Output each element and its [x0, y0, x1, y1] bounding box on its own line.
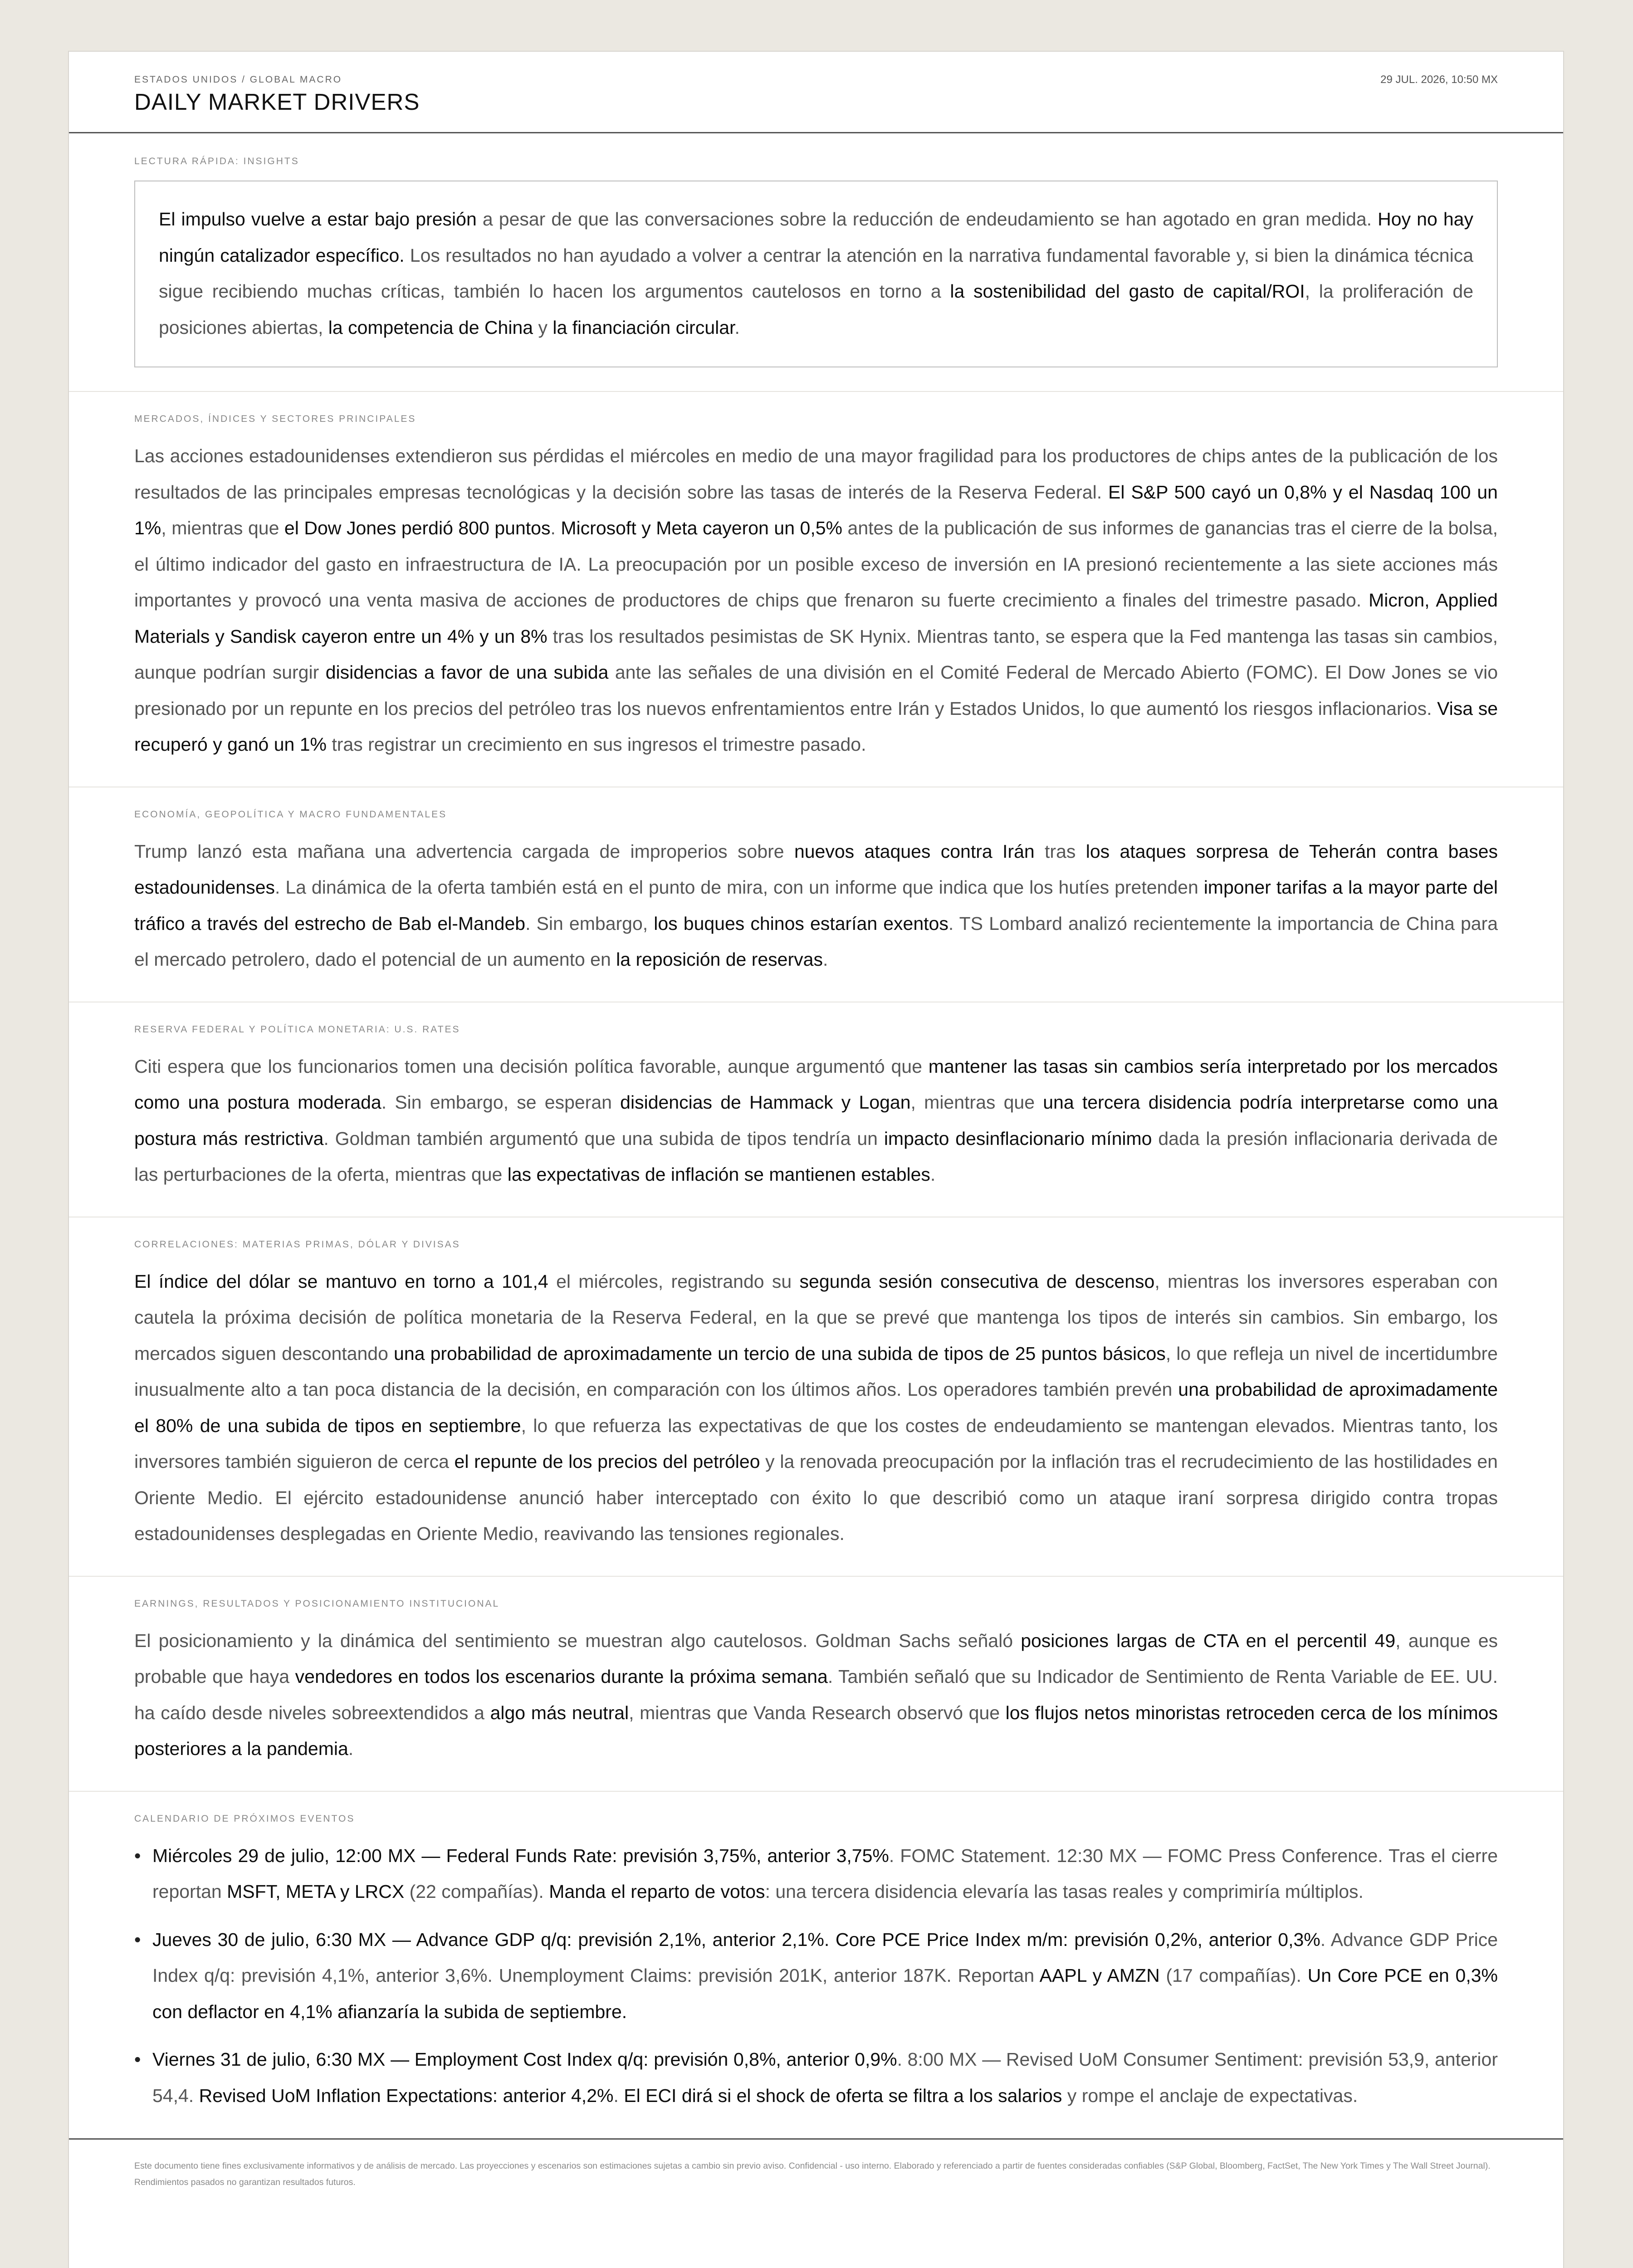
body-text: y rompe el anclaje de expectativas. — [1062, 2085, 1358, 2106]
insights-box — [134, 181, 1498, 367]
report-section — [69, 1577, 1563, 1792]
highlight-text: disidencias de Hammack y Logan — [620, 1092, 911, 1113]
report-header — [69, 52, 1563, 133]
highlight-text: MSFT, META y LRCX — [227, 1881, 405, 1902]
highlight-text: la reposición de reservas — [616, 949, 823, 970]
highlight-text: El impulso vuelve a estar bajo presión — [159, 209, 477, 230]
highlight-text: Revised UoM Inflation Expectations: anterior 4,2% — [199, 2085, 614, 2106]
highlight-text: una probabilidad de aproximadamente el 80% de una subida de tipos en septiembre — [134, 1379, 1498, 1436]
calendar-event — [134, 2042, 1498, 2114]
report-section — [69, 133, 1563, 392]
report-sections — [69, 133, 1563, 1792]
highlight-text: Jueves 30 de julio, 6:30 MX — Advance GDP q/q: previsión 2,1%, anterior 2,1%. Core PCE Price Index m/m: previsión 0,2%, anterior 0,3% — [152, 1929, 1320, 1950]
body-text: : una tercera disidencia elevaría las tasas reales y comprimiría múltiplos. — [765, 1881, 1364, 1902]
bullet-icon: • — [134, 2049, 141, 2070]
highlight-text: una probabilidad de aproximadamente un tercio de una subida de tipos de 25 puntos básicos — [394, 1343, 1166, 1364]
body-text: . — [613, 2085, 624, 2106]
body-text: . — [734, 317, 740, 338]
body-text: , mientras que — [161, 518, 284, 538]
highlight-text: Miércoles 29 de julio, 12:00 MX — Federal Funds Rate: previsión 3,75%, anterior 3,75% — [152, 1845, 889, 1866]
bullet-icon: • — [134, 1845, 141, 1866]
body-text: . — [550, 518, 561, 538]
section-label: LECTURA RÁPIDA: INSIGHTS — [134, 156, 299, 166]
report-section — [69, 787, 1563, 1002]
body-text: , mientras que — [910, 1092, 1043, 1113]
highlight-text: El S&P 500 cayó un 0,8% y el Nasdaq 100 un 1% — [134, 481, 1498, 538]
body-text: . — [822, 949, 828, 970]
body-text: , lo que refleja un nivel de incertidumbre inusualmente alto a tan poca distancia de la decisión, en comparación con los últimos años. Los operadores también prevén — [134, 1343, 1498, 1400]
highlight-text: la financiación circular — [552, 317, 735, 338]
body-text: . 8:00 MX — Revised UoM Consumer Sentiment: previsión 53,9, anterior 54,4. — [152, 2049, 1498, 2106]
highlight-text: los ataques sorpresa de Teherán contra bases estadounidenses — [134, 841, 1498, 898]
highlight-text: Manda el reparto de votos — [549, 1881, 765, 1902]
highlight-text: impacto desinflacionario mínimo — [884, 1128, 1152, 1149]
highlight-text: segunda sesión consecutiva de descenso — [799, 1271, 1155, 1292]
highlight-text: mantener las tasas sin cambios sería interpretado por los mercados como una postura moderada — [134, 1056, 1498, 1113]
highlight-text: vendedores en todos los escenarios durante la próxima semana — [295, 1666, 828, 1687]
body-text: y — [533, 317, 553, 338]
body-text: . Sin embargo, — [525, 913, 654, 934]
body-text: , mientras los inversores esperaban con cautela la próxima decisión de política monetaria de la Reserva Federal, en la que se prevé que mantenga los tipos de interés sin cambios. Sin embargo, los mercados siguen descontando — [134, 1271, 1498, 1364]
body-text: , mientras que Vanda Research observó que — [629, 1702, 1006, 1723]
highlight-text: las expectativas de inflación se mantienen estables — [507, 1164, 930, 1185]
calendar-label: CALENDARIO DE PRÓXIMOS EVENTOS — [134, 1813, 355, 1824]
body-text: antes de la publicación de sus informes de ganancias tras el cierre de la bolsa, el último indicador del gasto en infraestructura de IA. La preocupación por un posible exceso de inversión en IA presionó recientemente a las siete acciones más importantes y provocó una venta masiva de acciones de productores de chips que frenaron su fuerte crecimiento a finales del trimestre pasado. — [134, 518, 1498, 611]
calendar-event — [134, 1922, 1498, 2030]
section-label: ECONOMÍA, GEOPOLÍTICA Y MACRO FUNDAMENTALES — [134, 809, 447, 820]
highlight-text: nuevos ataques contra Irán — [794, 841, 1035, 862]
highlight-text: El ECI dirá si el shock de oferta se filtra a los salarios — [624, 2085, 1062, 2106]
body-text: dada la presión inflacionaria derivada de las perturbaciones de la oferta, mientras que — [134, 1128, 1498, 1185]
body-text: Las acciones estadounidenses extendieron sus pérdidas el miércoles en medio de una mayor fragilidad para los productores de chips antes de la publicación de los resultados de las principales empresas tecnológicas y la decisión sobre las tasas de interés de la Reserva Federal. — [134, 445, 1498, 503]
body-text: tras registrar un crecimiento en sus ingresos el trimestre pasado. — [326, 734, 866, 755]
highlight-text: el Dow Jones perdió 800 puntos — [284, 518, 551, 538]
highlight-text: imponer tarifas a la mayor parte del tráfico a través del estrecho de Bab el-Mandeb — [134, 877, 1498, 934]
highlight-text: los flujos netos minoristas retroceden cerca de los mínimos posteriores a la pandemia — [134, 1702, 1498, 1759]
report-date: 29 JUL. 2026, 10:50 MX — [1380, 73, 1498, 86]
highlight-text: Visa se recuperó y ganó un 1% — [134, 698, 1498, 755]
highlight-text: disidencias a favor de una subida — [325, 662, 609, 683]
section-paragraph — [134, 1049, 1498, 1193]
report-section — [69, 392, 1563, 787]
highlight-text: AAPL y AMZN — [1039, 1965, 1160, 1986]
body-text: el miércoles, registrando su — [548, 1271, 800, 1292]
highlight-text: Un Core PCE en 0,3% con deflactor en 4,1% afianzaría la subida de septiembre. — [152, 1965, 1498, 2022]
highlight-text: la sostenibilidad del gasto de capital/ROI — [950, 281, 1305, 302]
body-text: tras — [1034, 841, 1086, 862]
section-paragraph — [159, 201, 1473, 346]
body-text: , la proliferación de posiciones abiertas, — [159, 281, 1474, 338]
body-text: Citi espera que los funcionarios tomen una decisión política favorable, aunque argumentó que — [134, 1056, 929, 1077]
body-text: , aunque es probable que haya — [134, 1630, 1498, 1687]
calendar-event — [134, 1838, 1498, 1910]
body-text: . TS Lombard analizó recientemente la importancia de China para el mercado petrolero, dado el potencial de un aumento en — [134, 913, 1498, 970]
body-text: a pesar de que las conversaciones sobre la reducción de endeudamiento se han agotado en gran medida. — [476, 209, 1378, 230]
highlight-text: El índice del dólar se mantuvo en torno a 101,4 — [134, 1271, 548, 1292]
body-text: (22 compañías). — [404, 1881, 549, 1902]
section-label: RESERVA FEDERAL Y POLÍTICA MONETARIA: U.S. RATES — [134, 1024, 460, 1035]
highlight-text: los buques chinos estarían exentos — [654, 913, 949, 934]
section-label: CORRELACIONES: MATERIAS PRIMAS, DÓLAR Y DIVISAS — [134, 1239, 460, 1250]
highlight-text: posiciones largas de CTA en el percentil 49 — [1021, 1630, 1396, 1651]
calendar-events — [134, 1838, 1498, 2114]
highlight-text: Viernes 31 de julio, 6:30 MX — Employment Cost Index q/q: previsión 0,8%, anterior 0,9% — [152, 2049, 897, 2070]
highlight-text: Micron, Applied Materials y Sandisk cayeron entre un 4% y un 8% — [134, 590, 1498, 647]
highlight-text: algo más neutral — [490, 1702, 629, 1723]
body-text: tras los resultados pesimistas de SK Hynix. Mientras tanto, se espera que la Fed mantenga las tasas sin cambios, aunque podrían surgir — [134, 626, 1498, 683]
section-paragraph — [134, 834, 1498, 978]
body-text: . — [348, 1738, 354, 1759]
body-text: El posicionamiento y la dinámica del sentimiento se muestran algo cautelosos. Goldman Sachs señaló — [134, 1630, 1021, 1651]
disclaimer: Este documento tiene fines exclusivamente informativos y de análisis de mercado. Las proyecciones y escenarios son estimaciones sujetas a cambio sin previo aviso. Confidencial - uso interno. Elaborado y referenciado a partir de fuentes consideradas confiables (S&P Global, Bloomberg, FactSet, The New York Times y The Wall Street Journal). Rendimientos pasados no garantizan resultados futuros. — [134, 2161, 1491, 2187]
section-paragraph — [134, 1264, 1498, 1552]
body-text: (17 compañías). — [1159, 1965, 1308, 1986]
report-section — [69, 1002, 1563, 1217]
body-text: y la renovada preocupación por la inflación tras el recrudecimiento de las hostilidades en Oriente Medio. El ejército estadounidense anunció haber interceptado con éxito lo que describió como un ataque iraní sorpresa dirigido contra tropas estadounidenses desplegadas en Oriente Medio, reavivando las tensiones regionales. — [134, 1451, 1498, 1544]
section-label: MERCADOS, ÍNDICES Y SECTORES PRINCIPALES — [134, 414, 416, 424]
body-text: . — [930, 1164, 936, 1185]
body-text: . FOMC Statement. 12:30 MX — FOMC Press Conference. Tras el cierre reportan — [152, 1845, 1498, 1902]
body-text: . Sin embargo, se esperan — [381, 1092, 621, 1113]
calendar-section — [69, 1792, 1563, 2140]
highlight-text: Microsoft y Meta cayeron un 0,5% — [561, 518, 843, 538]
highlight-text: el repunte de los precios del petróleo — [454, 1451, 760, 1472]
report-kicker: ESTADOS UNIDOS / GLOBAL MACRO — [134, 74, 342, 85]
body-text: ante las señales de una división en el Comité Federal de Mercado Abierto (FOMC). El Dow Jones se vio presionado por un repunte en los precios del petróleo tras los nuevos enfrentamientos entre Irán y Estados Unidos, lo que aumentó los riesgos inflacionarios. — [134, 662, 1498, 719]
highlight-text: una tercera disidencia podría interpretarse como una postura más restrictiva — [134, 1092, 1498, 1149]
section-paragraph — [134, 1623, 1498, 1767]
body-text: Los resultados no han ayudado a volver a centrar la atención en la narrativa fundamental favorable y, si bien la dinámica técnica sigue recibiendo muchas críticas, también lo hacen los argumentos cautelosos en torno a — [159, 244, 1473, 302]
body-text: Trump lanzó esta mañana una advertencia cargada de improperios sobre — [134, 841, 794, 862]
body-text: , lo que refuerza las expectativas de que los costes de endeudamiento se mantengan elevados. Mientras tanto, los inversores también siguieron de cerca — [134, 1415, 1498, 1472]
section-paragraph — [134, 438, 1498, 763]
highlight-text: la competencia de China — [328, 317, 533, 338]
body-text: . Advance GDP Price Index q/q: previsión 4,1%, anterior 3,6%. Unemployment Claims: previsión 201K, anterior 187K. Reportan — [152, 1929, 1498, 1986]
highlight-text: Hoy no hay ningún catalizador específico. — [159, 209, 1473, 266]
report-page — [68, 51, 1564, 2268]
bullet-icon: • — [134, 1929, 141, 1950]
section-label: EARNINGS, RESULTADOS Y POSICIONAMIENTO INSTITUCIONAL — [134, 1598, 500, 1609]
report-title: DAILY MARKET DRIVERS — [134, 89, 420, 115]
body-text: . También señaló que su Indicador de Sentimiento de Renta Variable de EE. UU. ha caído desde niveles sobreextendidos a — [134, 1666, 1498, 1723]
body-text: . La dinámica de la oferta también está en el punto de mira, con un informe que indica que los hutíes pretenden — [275, 877, 1204, 898]
body-text: . Goldman también argumentó que una subida de tipos tendría un — [323, 1128, 884, 1149]
report-section — [69, 1217, 1563, 1577]
